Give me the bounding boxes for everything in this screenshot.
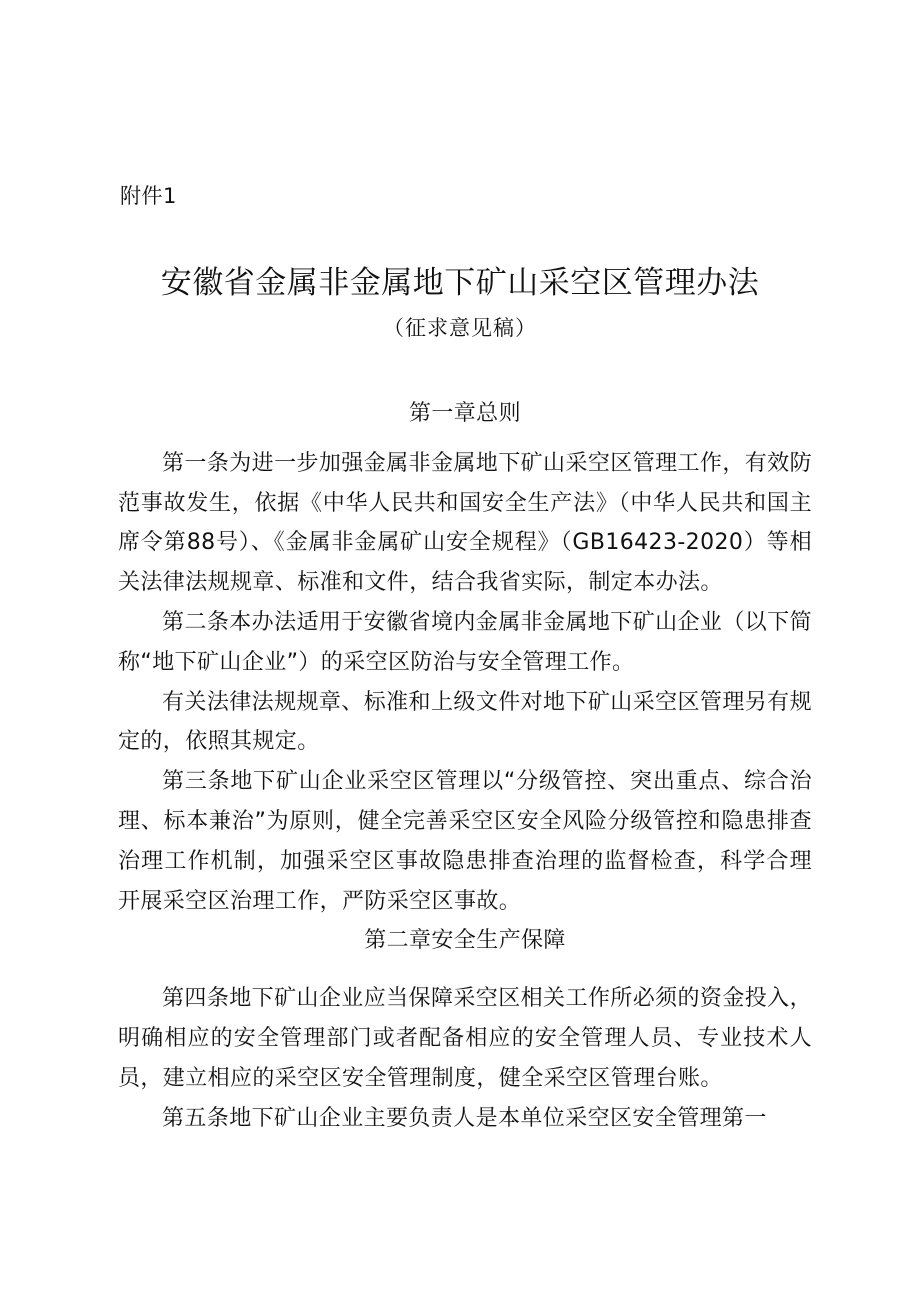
paragraph: 有关法律法规规章、标准和上级文件对地下矿山采空区管理另有规定的，依照其规定。 [118, 689, 812, 755]
paragraph: 第四条地下矿山企业应当保障采空区相关工作所必须的资金投入，明确相应的安全管理部门或者配备相应的安全管理人员、专业技术人员，建立相应的采空区安全管理制度，健全采空区管理台账。 [118, 986, 812, 1091]
paragraph: 第五条地下矿山企业主要负责人是本单位采空区安全管理第一 [162, 1105, 767, 1131]
paragraph: 第三条地下矿山企业采空区管理以“分级管控、突出重点、综合治理、标本兼治”为原则，健全完善采空区安全风险分级管控和隐患排查治理工作机制，加强采空区事故隐患排查治理的监督检查，科学合理开展采空区治理工作，严防采空区事故。 [118, 769, 812, 914]
document-title: 安徽省金属非金属地下矿山采空区管理办法 [160, 265, 760, 301]
document-body [118, 394, 812, 1138]
paragraph: 第二条本办法适用于安徽省境内金属非金属地下矿山企业（以下简称“地下矿山企业”）的采空区防治与安全管理工作。 [118, 609, 812, 675]
chapter-heading: 第二章安全生产保障 [364, 928, 566, 954]
attachment-label: 附件1 [120, 184, 177, 208]
chapter-heading: 第一章总则 [408, 401, 521, 426]
paragraph: 第一条为进一步加强金属非金属地下矿山采空区管理工作，有效防范事故发生，依据《中华人民共和国安全生产法》（中华人民共和国主席令第88号）、《金属非金属矿山安全规程》（GB16423-2020）等相关法律法规规章、标准和文件，结合我省实际，制定本办法。 [118, 450, 812, 596]
document-subtitle: （征求意见稿） [383, 316, 537, 340]
